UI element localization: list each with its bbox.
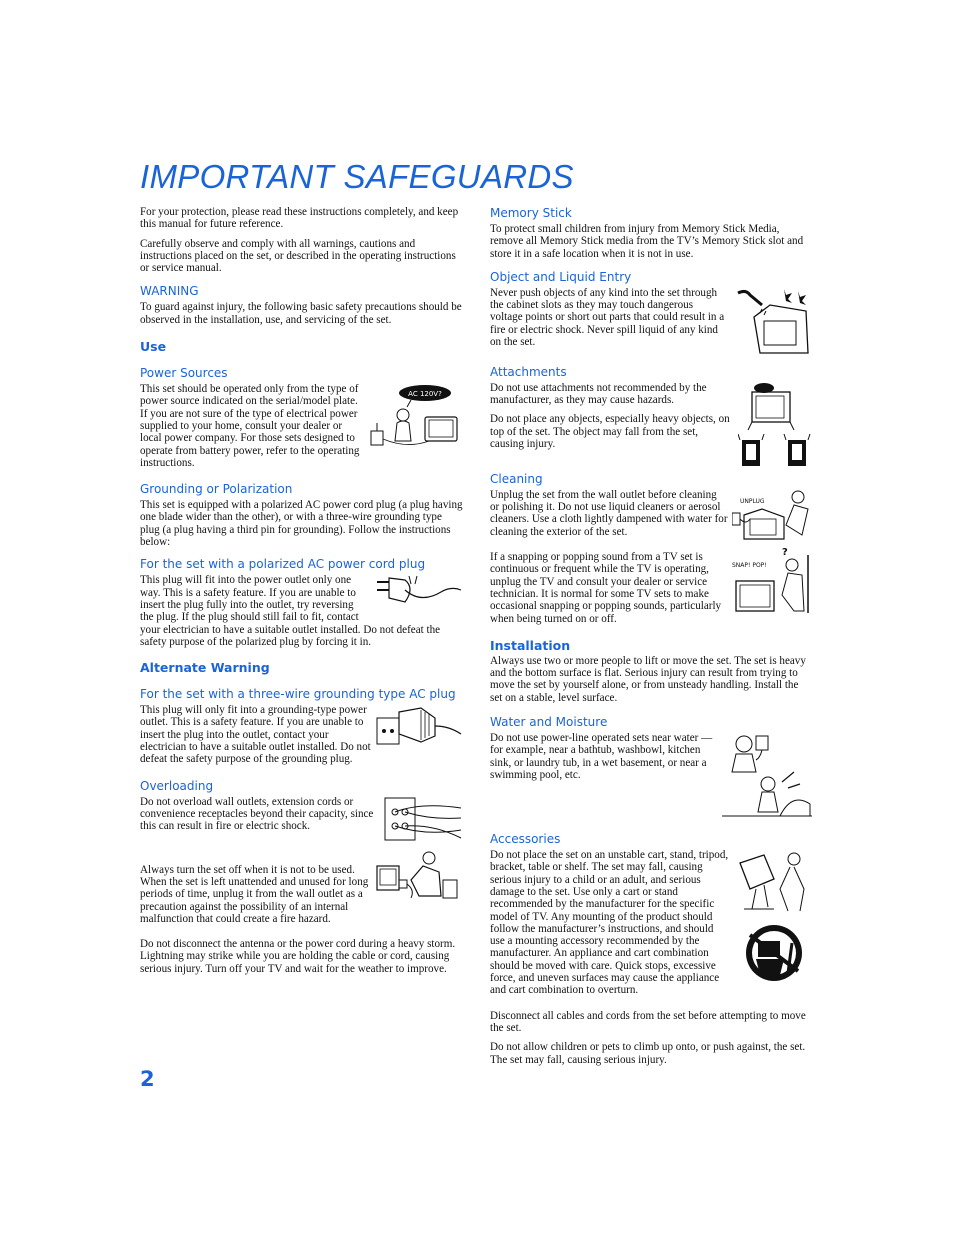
polarized-plug-heading: For the set with a polarized AC power cord plug <box>140 557 426 572</box>
cleaning-illustration <box>732 489 812 541</box>
unplug-illustration <box>375 850 463 906</box>
cleaning-text-2: If a snapping or popping sound from a TV set is continuous or frequent while the TV is operating, unplug the TV and consult your dealer or service technician. It is normal for some TV sets to make occasional snapping or popping sounds, particularly when being turned on or off. <box>490 551 722 625</box>
water-moisture-illustration <box>722 732 812 820</box>
three-wire-plug-text: This plug will only fit into a grounding-type power outlet. This is a safety feature. If you are unable to insert the plug into the outlet, contact your electrician to have a suitable outlet installed. Do not defeat the safety purpose of the grounding plug. <box>140 704 371 766</box>
attachments-heading: Attachments <box>490 364 567 379</box>
snap-pop-illustration <box>732 545 812 615</box>
warning-heading: WARNING <box>140 284 199 299</box>
water-moisture-text: Do not use power-line operated sets near water — for example, near a bathtub, washbowl, kitchen sink, or laundry tub, in a wet basement, or near a swimming pool, etc. <box>490 732 713 781</box>
page-number: 2 <box>140 1067 155 1091</box>
power-bubble-text: AC 120V? <box>408 390 442 399</box>
accessories-text-3: Do not allow children or pets to climb up onto, or push against, the set. The set may fall, causing serious injury. <box>490 1041 806 1066</box>
attachments-text-1: Do not use attachments not recommended by the manufacturer, as they may cause hazards. <box>490 381 707 407</box>
attachments-text-2: Do not place any objects, especially heavy objects, on top of the set. The object may fall from the set, causing injury. <box>490 413 730 451</box>
cleaning-heading: Cleaning <box>490 471 543 486</box>
memory-stick-text: To protect small children from injury from Memory Stick Media, remove all Memory Stick media from the TV’s Memory Stick slot and store it in a safe location when it is not in use. <box>490 223 804 260</box>
memory-stick-heading: Memory Stick <box>490 206 572 220</box>
left-column <box>140 206 463 982</box>
installation-heading: Installation <box>490 637 571 653</box>
page-title: IMPORTANT SAFEGUARDS <box>140 158 574 195</box>
polarized-plug-illustration <box>371 574 463 614</box>
accessories-heading: Accessories <box>490 832 561 847</box>
alternate-warning-heading: Alternate Warning <box>140 660 270 676</box>
polarized-plug-text: This plug will fit into the power outlet only one way. This is a safety feature. If you are unable to insert the plug fully into the outlet, try reversing the plug. If the plug should still fail to fit, contact your electrician to have a suitable outlet installed. Do not defeat the safety purpose of the polarized plug by forcing it in. <box>140 574 441 648</box>
cleaning-label: UNPLUG <box>740 497 765 505</box>
use-heading: Use <box>140 339 167 355</box>
grounding-heading: Grounding or Polarization <box>140 482 293 497</box>
warning-text: To guard against injury, the following basic safety precautions should be observed in the installation, use, and servicing of the set. <box>140 301 462 326</box>
overloading-illustration <box>381 796 463 844</box>
installation-text: Always use two or more people to lift or move the set. The set is heavy and the bottom surface is flat. Serious injury can result from trying to move the set by yourself alone, or from unsteady handling. Install the set on a stable, level surface. <box>490 654 806 704</box>
overloading-heading: Overloading <box>140 778 214 793</box>
object-liquid-heading: Object and Liquid Entry <box>490 269 632 284</box>
overloading-text: Do not overload wall outlets, extension cords or convenience receptacles beyond their capacity, since this can result in fire or electric shock. <box>140 795 374 833</box>
snap-pop-label: SNAP! POP! <box>732 562 767 570</box>
power-source-illustration <box>367 383 463 455</box>
object-liquid-text: Never push objects of any kind into the set through the cabinet slots as they may touch dangerous voltage points or short out parts that could result in a fire or electric shock. Never spill liquid of any kind on the set. <box>490 286 725 349</box>
cleaning-text-1: Unplug the set from the wall outlet before cleaning or polishing it. Do not use liquid cleaners or aerosol cleaners. Use a cloth lightly dampened with water for cleaning the exterior of the set. <box>490 488 728 538</box>
intro-paragraph: For your protection, please read these instructions completely, and keep this manual for future reference. <box>140 206 459 231</box>
water-moisture-heading: Water and Moisture <box>490 715 608 730</box>
intro-paragraph-2: Carefully observe and comply with all warnings, cautions and instructions placed on the set, or described in the operating instructions or service manual. <box>140 237 456 275</box>
storm-text: Do not disconnect the antenna or the power cord during a heavy storm. Lightning may strike while you are holding the cable or cord, causing serious injury. Turn off your TV and wait for the weather to improve. <box>140 938 456 975</box>
right-column <box>490 206 812 1073</box>
attachments-illustration <box>738 382 812 468</box>
accessories-illustration <box>734 849 812 983</box>
accessories-text-2: Disconnect all cables and cords from the set before attempting to move the set. <box>490 1009 806 1034</box>
turn-off-text: Always turn the set off when it is not to be used. When the set is left unattended and unused for long periods of time, unplug it from the wall outlet as a precaution against the possibility of an internal malfunction that could create a fire hazard. <box>140 863 369 925</box>
accessories-text-1: Do not place the set on an unstable cart, stand, tripod, bracket, table or shelf. The set may fall, causing serious injury to a child or an adult, and serious damage to the set. Use only a cart or stand recommended by the manufacturer for the specific model of TV. Any mounting of the product should follow the manufacturer’s instructions, and should use a mounting accessory recommended by the manufacturer. An appliance and cart combination should be moved with care. Quick stops, excessive force, and uneven surfaces may cause the appliance and cart combination to overturn. <box>490 849 729 997</box>
svg-text:?: ? <box>782 547 788 559</box>
three-wire-plug-illustration <box>375 704 463 746</box>
three-wire-plug-heading: For the set with a three-wire grounding type AC plug <box>140 687 456 702</box>
power-sources-text: This set should be operated only from the type of power source indicated on the serial/model plate. If you are not sure of the type of electrical power supplied to your home, consult your dealer or local power company. For those sets designed to operate from battery power, refer to the operating instructions. <box>140 383 360 469</box>
power-sources-heading: Power Sources <box>140 366 228 381</box>
object-liquid-illustration <box>732 287 812 359</box>
grounding-text: This set is equipped with a polarized AC power cord plug (a plug having one blade wider than the other), or with a three-wire grounding type plug (a plug having a third pin for grounding). Follow the instructions below: <box>140 499 463 549</box>
